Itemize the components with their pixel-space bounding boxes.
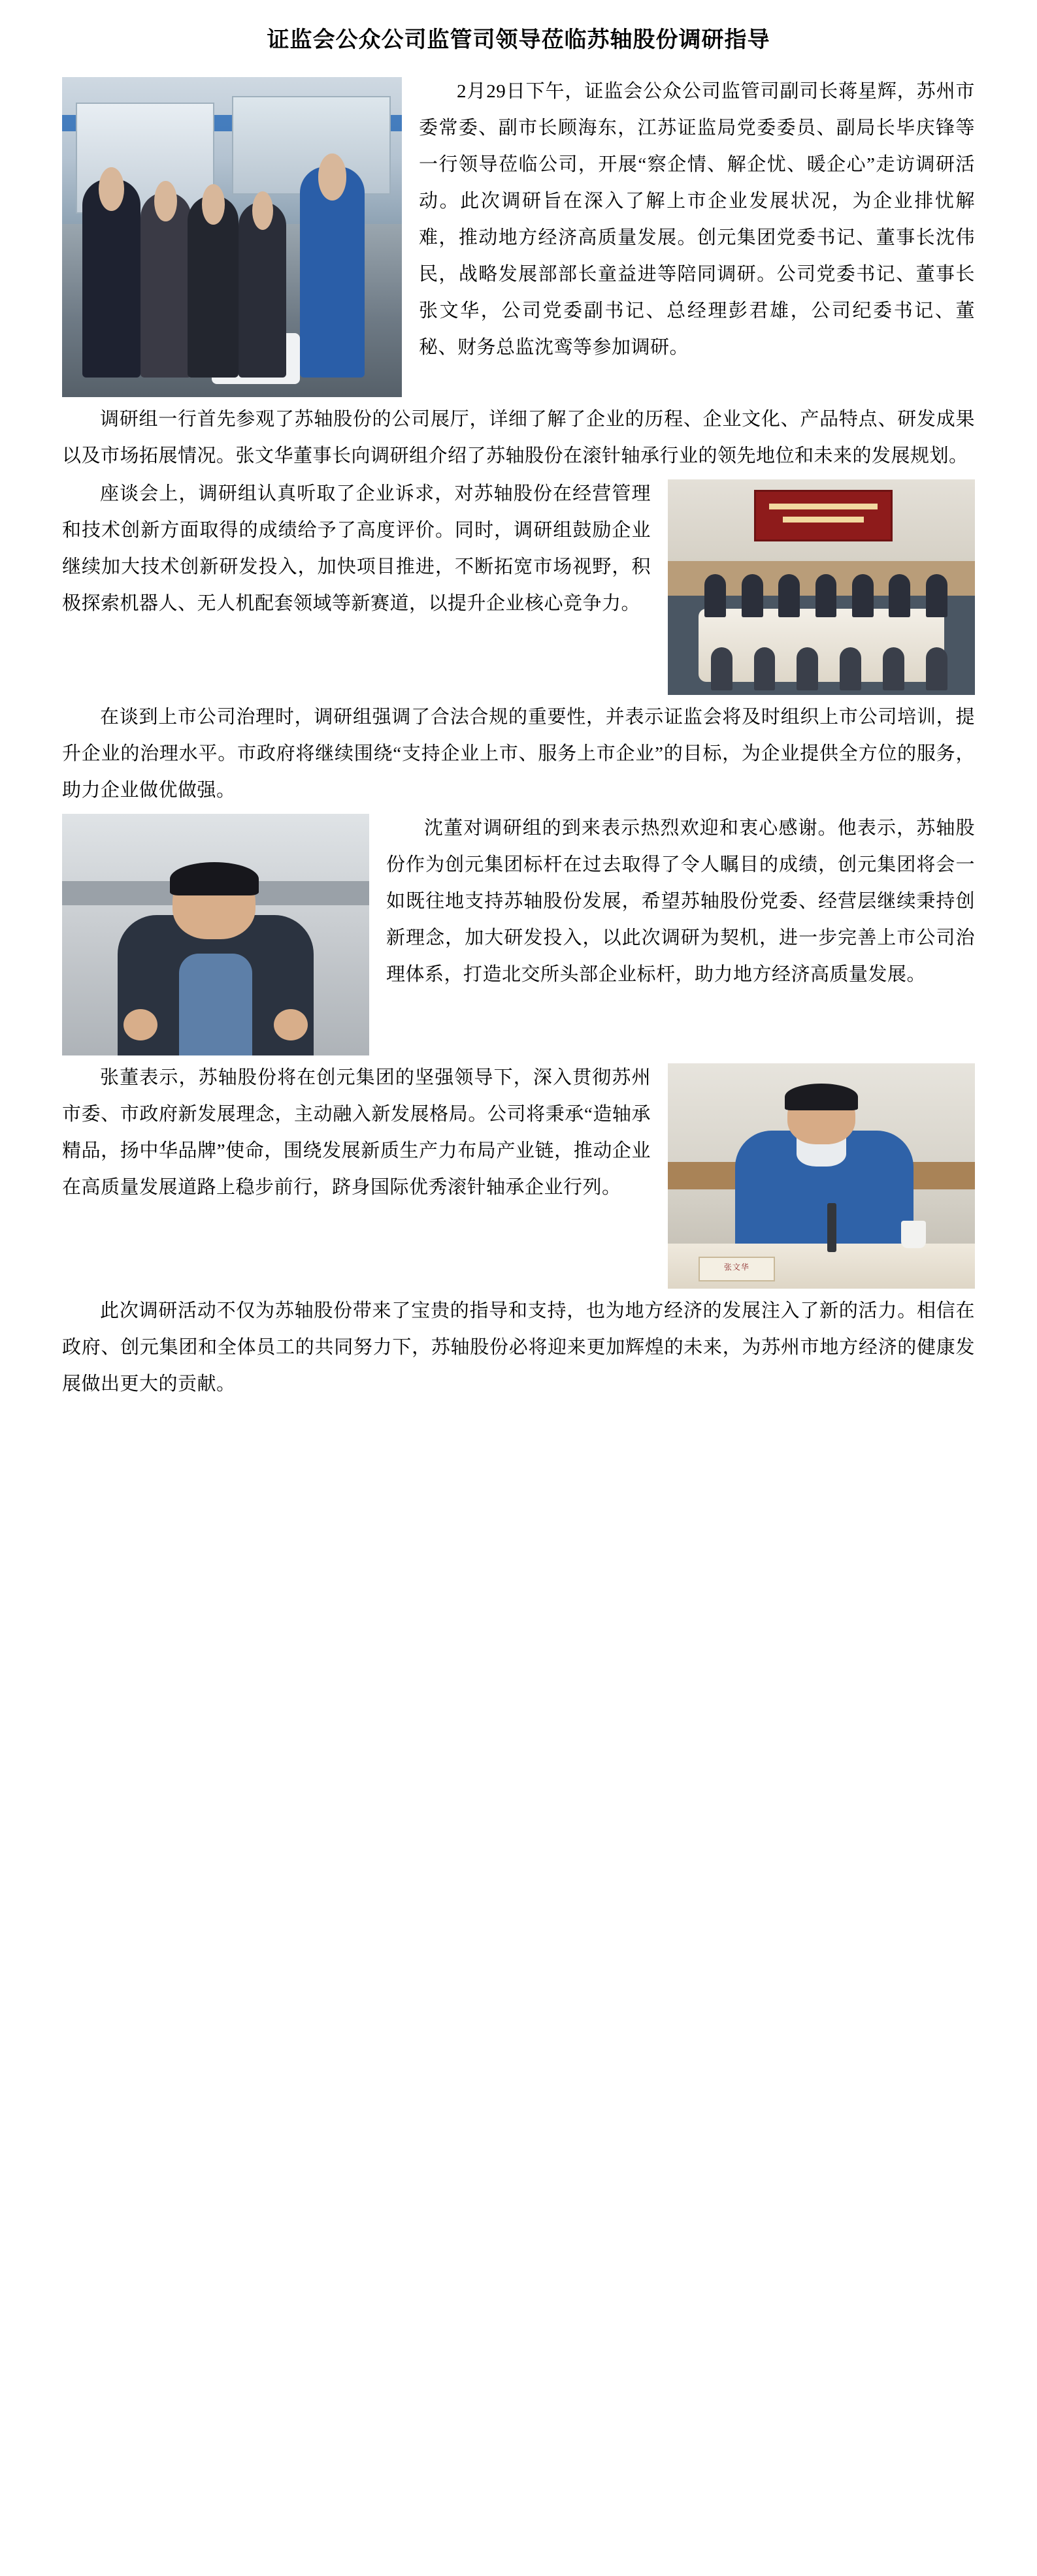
section-three <box>62 810 975 1059</box>
paragraph: 调研组一行首先参观了苏轴股份的公司展厅，详细了解了企业的历程、企业文化、产品特点、研发成果以及市场拓展情况。张文华董事长向调研组介绍了苏轴股份在滚针轴承行业的领先地位和未来的发展规划。 <box>62 408 975 466</box>
paragraph: 此次调研活动不仅为苏轴股份带来了宝贵的指导和支持，也为地方经济的发展注入了新的活力。相信在政府、创元集团和全体员工的共同努力下，苏轴股份必将迎来更加辉煌的未来，为苏州市地方经济的健康发展做出更大的贡献。 <box>62 1300 975 1394</box>
paragraph: 张董表示，苏轴股份将在创元集团的坚强领导下，深入贯彻苏州市委、市政府新发展理念，主动融入新发展格局。公司将秉承“造轴承精品，扬中华品牌”使命，围绕发展新质生产力布局产业链，推动企业在高质量发展道路上稳步前行，跻身国际优秀滚针轴承企业行列。 <box>62 1067 651 1198</box>
photo-factory-tour <box>62 77 402 397</box>
section-one <box>62 73 975 401</box>
section-four <box>62 1059 975 1293</box>
paragraph: 2月29日下午，证监会公众公司监管司副司长蒋星辉，苏州市委常委、副市长顾海东，江苏证监局党委委员、副局长毕庆锋等一行领导莅临公司，开展“察企情、解企忧、暖企心”走访调研活动。此次调研旨在深入了解上市企业发展状况，为企业排忧解难，推动地方经济高质量发展。创元集团党委书记、董事长沈伟民，战略发展部部长童益进等陪同调研。公司党委书记、董事长张文华，公司党委副书记、总经理彭君雄，公司纪委书记、董秘、财务总监沈鸾等参加调研。 <box>419 80 975 358</box>
article-body <box>62 73 975 1402</box>
photo-chairman-seated <box>668 1063 975 1289</box>
section-two <box>62 475 975 699</box>
photo-conference-meeting <box>668 479 975 695</box>
page-title: 证监会公众公司监管司领导莅临苏轴股份调研指导 <box>267 27 770 52</box>
paragraph: 在谈到上市公司治理时，调研组强调了合法合规的重要性，并表示证监会将及时组织上市公司培训，提升企业的治理水平。市政府将继续围绕“支持企业上市、服务上市企业”的目标，为企业提供全方位的服务，助力企业做优做强。 <box>62 706 975 801</box>
nameplate-label: 张文华 <box>699 1257 775 1282</box>
paragraph: 沈董对调研组的到来表示热烈欢迎和衷心感谢。他表示，苏轴股份作为创元集团标杆在过去取得了令人瞩目的成绩，创元集团将会一如既往地支持苏轴股份发展，希望苏轴股份党委、经营层继续秉持创新理念，加大研发投入，以此次调研为契机，进一步完善上市公司治理体系，打造北交所头部企业标杆，助力地方经济高质量发展。 <box>386 817 975 985</box>
paragraph: 座谈会上，调研组认真听取了企业诉求，对苏轴股份在经营管理和技术创新方面取得的成绩给予了高度评价。同时，调研组鼓励企业继续加大技术创新研发投入，加快项目推进，不断拓宽市场视野，积极探索机器人、无人机配套领域等新赛道，以提升企业核心竞争力。 <box>62 483 651 614</box>
photo-speaker-portrait <box>62 814 369 1055</box>
